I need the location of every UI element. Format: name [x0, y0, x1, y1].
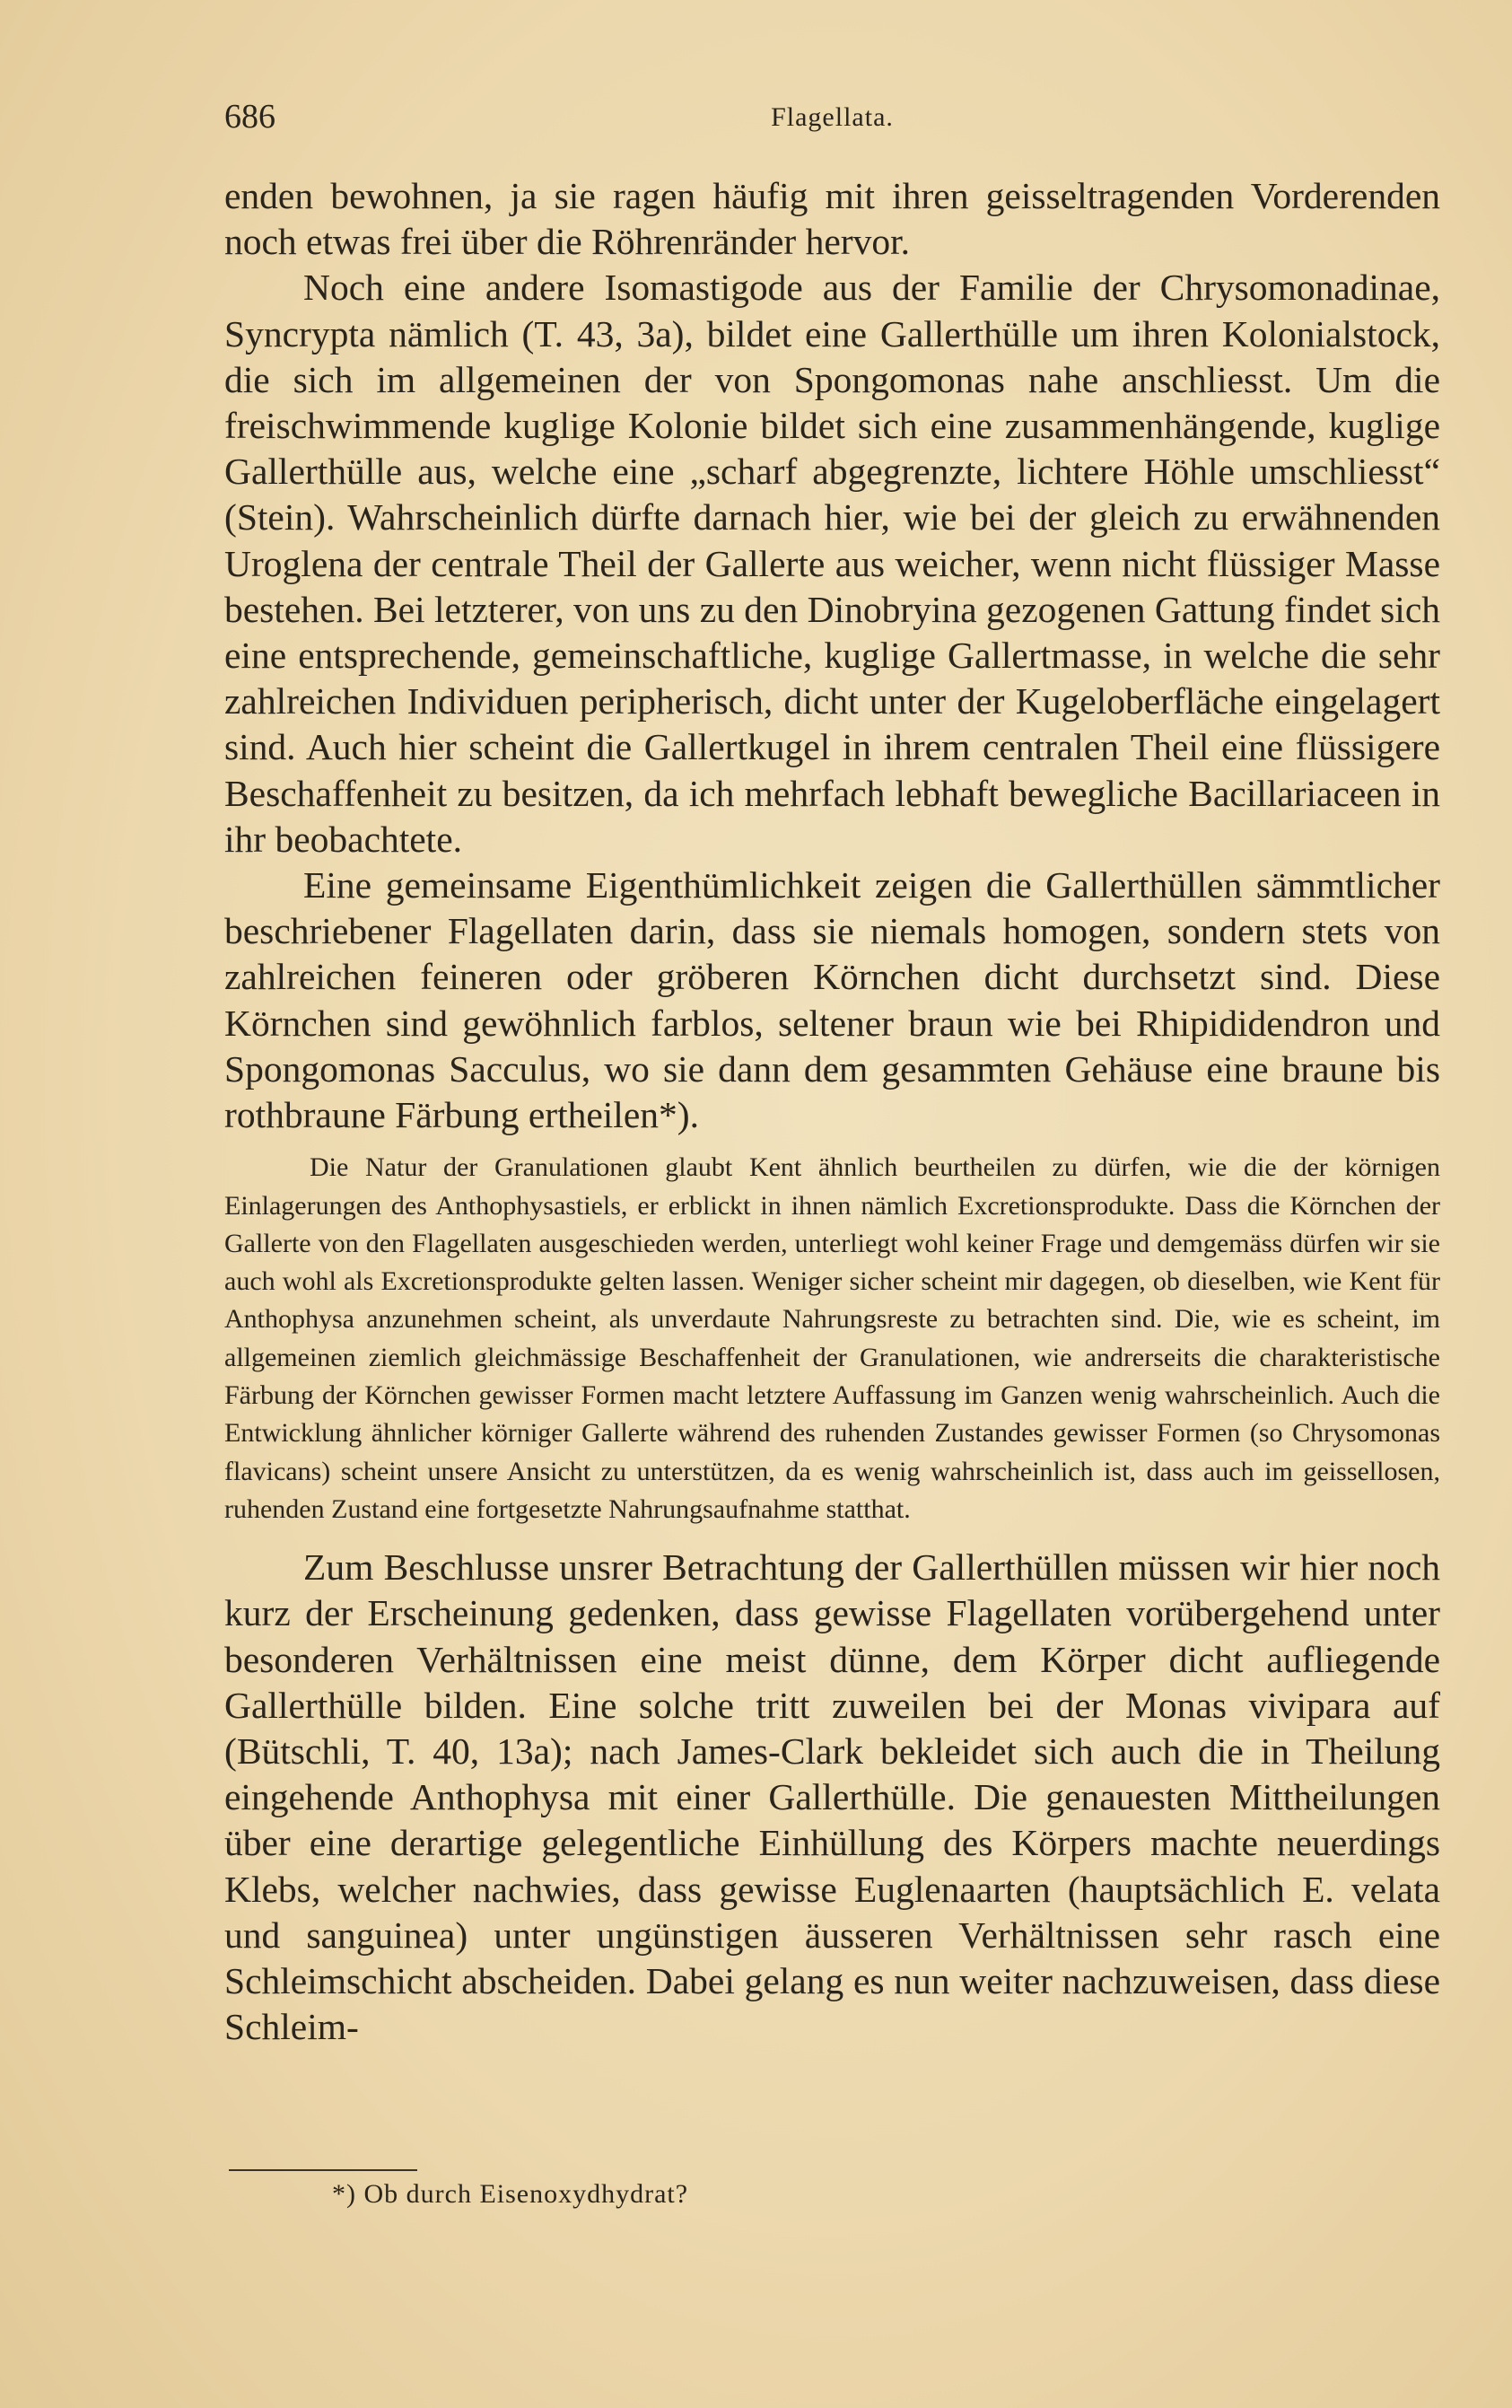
page-number: 686 — [224, 98, 275, 136]
small-print-remark: Die Natur der Granulationen glaubt Kent ähnlich beurtheilen zu dürfen, wie die der körnigen Einlagerungen des Anthophysastiels, er erblickt in ihnen nämlich Excretionsprodukte. Dass die Körnchen der Gallerte von den Flagellaten ausgeschieden werden, unterliegt wohl keiner Frage und demgemäss dürfen wir sie auch wohl als Excretionsprodukte gelten lassen. Weniger sicher scheint mir dagegen, ob dieselben, wie Kent für Anthophysa anzunehmen scheint, als unverdaute Nahrungsreste zu betrachten sind. Die, wie es scheint, im allgemeinen ziemlich gleichmässige Beschaffenheit der Granulationen, wie andrerseits die charakteristische Färbung der Körnchen gewisser Formen macht letztere Auffassung im Ganzen wenig wahrscheinlich. Auch die Entwicklung ähnlicher körniger Gallerte während des ruhenden Zustandes gewisser Formen (so Chrysomonas flavicans) scheint unsere Ansicht zu unterstützen, da es wenig wahrscheinlich ist, dass auch im geissellosen, ruhenden Zustand eine fortgesetzte Nahrungsaufnahme statthat. — [224, 1152, 1440, 1524]
body-text — [224, 173, 1440, 2050]
footnote: *) Ob durch Eisenoxydhydrat? — [332, 2179, 689, 2209]
footnote-rule — [229, 2169, 417, 2171]
paragraph-granules: Eine gemeinsame Eigenthümlichkeit zeigen die Gallerthüllen sämmtlicher beschriebener Flagellaten darin, dass sie niemals homogen, sondern stets von zahlreichen feineren oder gröberen Körnchen dicht durchsetzt sind. Diese Körnchen sind gewöhnlich farblos, seltener braun wie bei Rhipididendron und Spongomonas Sacculus, wo sie dann dem gesammten Gehäuse eine braune bis rothbraune Färbung ertheilen*). — [224, 864, 1440, 1136]
paragraph-syncrypta: Noch eine andere Isomastigode aus der Familie der Chrysomonadinae, Syncrypta nämlich (T. 43, 3a), bildet eine Gallerthülle um ihren Kolonialstock, die sich im allgemeinen der von Spongomonas nahe anschliesst. Um die freischwimmende kuglige Kolonie bildet sich eine zusammenhängende, kuglige Gallerthülle aus, welche eine „scharf abgegrenzte, lichtere Höhle umschliesst“ (Stein). Wahrscheinlich dürfte darnach hier, wie bei der gleich zu erwähnenden Uroglena der centrale Theil der Gallerte aus weicher, wenn nicht flüssiger Masse bestehen. Bei letzterer, von uns zu den Dinobryina gezogenen Gattung findet sich eine entsprechende, gemeinschaftliche, kuglige Gallertmasse, in welche die sehr zahlreichen Individuen peripherisch, dicht unter der Kugeloberfläche eingelagert sind. Auch hier scheint die Gallertkugel in ihrem centralen Theil eine flüssigere Beschaffenheit zu besitzen, da ich mehrfach lebhaft bewegliche Bacillariaceen in ihr beobachtete. — [224, 267, 1440, 860]
running-title: Flagellata. — [771, 102, 894, 132]
paragraph-temporary-envelopes: Zum Beschlusse unsrer Betrachtung der Gallerthüllen müssen wir hier noch kurz der Erscheinung gedenken, dass gewisse Flagellaten vorübergehend unter besonderen Verhältnissen eine meist dünne, dem Körper dicht aufliegende Gallerthülle bilden. Eine solche tritt zuweilen bei der Monas vivipara auf (Bütschli, T. 40, 13a); nach James-Clark bekleidet sich auch die in Theilung eingehende Anthophysa mit einer Gallerthülle. Die genauesten Mittheilungen über eine derartige gelegentliche Einhüllung des Körpers machte neuerdings Klebs, welcher nachwies, dass gewisse Euglenaarten (hauptsächlich E. velata und sanguinea) unter ungünstigen äusseren Verhältnissen sehr rasch eine Schleimschicht abscheiden. Dabei gelang es nun weiter nachzuweisen, dass diese Schleim- — [224, 1546, 1440, 2048]
page-header — [224, 97, 1440, 142]
paragraph-continuation: enden bewohnen, ja sie ragen häufig mit ihren geisseltragenden Vorderenden noch etwas frei über die Röhrenränder hervor. — [224, 175, 1440, 263]
